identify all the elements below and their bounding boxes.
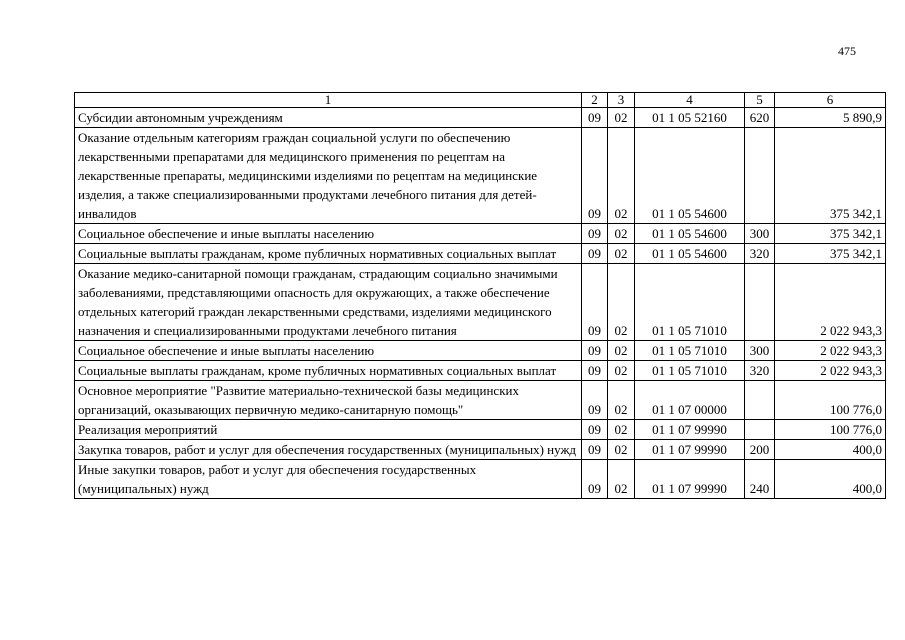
row-section: 09 [582, 264, 608, 341]
table-row [75, 108, 886, 128]
row-name: Иные закупки товаров, работ и услуг для обеспечения государственных (муниципальных) нужд [75, 460, 582, 499]
header-row [75, 93, 886, 108]
header-col-6: 6 [775, 93, 886, 108]
row-name: Оказание отдельным категориям граждан социальной услуги по обеспечению лекарственными препаратами для медицинского применения по рецептам на лекарственные препараты, медицинскими изделиями по рецептам на медицинские изделия, а также специализированными продуктами лечебного питания для детей-инвалидов [75, 128, 582, 224]
row-expense-type: 240 [745, 460, 775, 499]
row-name: Субсидии автономным учреждениям [75, 108, 582, 128]
row-amount: 375 342,1 [775, 128, 886, 224]
row-section: 09 [582, 361, 608, 381]
table-row [75, 420, 886, 440]
row-target-article: 01 1 07 00000 [635, 381, 745, 420]
row-name: Социальное обеспечение и иные выплаты населению [75, 341, 582, 361]
table-row [75, 381, 886, 420]
row-subsection: 02 [608, 108, 635, 128]
row-section: 09 [582, 420, 608, 440]
row-section: 09 [582, 440, 608, 460]
row-target-article: 01 1 07 99990 [635, 420, 745, 440]
row-section: 09 [582, 381, 608, 420]
row-amount: 375 342,1 [775, 224, 886, 244]
header-col-3: 3 [608, 93, 635, 108]
table-row [75, 341, 886, 361]
row-target-article: 01 1 05 54600 [635, 224, 745, 244]
row-amount: 2 022 943,3 [775, 361, 886, 381]
row-amount: 400,0 [775, 460, 886, 499]
row-target-article: 01 1 05 71010 [635, 361, 745, 381]
row-target-article: 01 1 05 54600 [635, 244, 745, 264]
row-expense-type [745, 420, 775, 440]
row-subsection: 02 [608, 128, 635, 224]
row-name: Закупка товаров, работ и услуг для обеспечения государственных (муниципальных) нужд [75, 440, 582, 460]
row-section: 09 [582, 460, 608, 499]
header-col-5: 5 [745, 93, 775, 108]
row-name: Социальные выплаты гражданам, кроме публичных нормативных социальных выплат [75, 361, 582, 381]
row-amount: 5 890,9 [775, 108, 886, 128]
row-subsection: 02 [608, 224, 635, 244]
row-amount: 375 342,1 [775, 244, 886, 264]
row-target-article: 01 1 07 99990 [635, 460, 745, 499]
table-row [75, 244, 886, 264]
row-expense-type [745, 381, 775, 420]
row-subsection: 02 [608, 264, 635, 341]
row-amount: 400,0 [775, 440, 886, 460]
row-expense-type: 200 [745, 440, 775, 460]
table-row [75, 128, 886, 224]
row-expense-type [745, 264, 775, 341]
row-subsection: 02 [608, 460, 635, 499]
row-section: 09 [582, 244, 608, 264]
table-row [75, 224, 886, 244]
row-expense-type: 320 [745, 244, 775, 264]
row-expense-type [745, 128, 775, 224]
row-amount: 100 776,0 [775, 381, 886, 420]
row-subsection: 02 [608, 420, 635, 440]
header-col-4: 4 [635, 93, 745, 108]
row-target-article: 01 1 05 52160 [635, 108, 745, 128]
row-section: 09 [582, 108, 608, 128]
row-name: Социальное обеспечение и иные выплаты населению [75, 224, 582, 244]
row-section: 09 [582, 341, 608, 361]
row-target-article: 01 1 05 54600 [635, 128, 745, 224]
row-expense-type: 300 [745, 341, 775, 361]
row-target-article: 01 1 05 71010 [635, 341, 745, 361]
row-name: Реализация мероприятий [75, 420, 582, 440]
row-expense-type: 320 [745, 361, 775, 381]
row-subsection: 02 [608, 244, 635, 264]
header-col-2: 2 [582, 93, 608, 108]
row-amount: 100 776,0 [775, 420, 886, 440]
table-row [75, 361, 886, 381]
row-expense-type: 300 [745, 224, 775, 244]
table-row [75, 460, 886, 499]
row-amount: 2 022 943,3 [775, 341, 886, 361]
row-section: 09 [582, 224, 608, 244]
table-row [75, 264, 886, 341]
row-subsection: 02 [608, 440, 635, 460]
row-name: Социальные выплаты гражданам, кроме публичных нормативных социальных выплат [75, 244, 582, 264]
row-expense-type: 620 [745, 108, 775, 128]
row-target-article: 01 1 07 99990 [635, 440, 745, 460]
row-section: 09 [582, 128, 608, 224]
row-amount: 2 022 943,3 [775, 264, 886, 341]
table-row [75, 440, 886, 460]
row-subsection: 02 [608, 361, 635, 381]
budget-table [74, 92, 886, 499]
row-subsection: 02 [608, 341, 635, 361]
row-subsection: 02 [608, 381, 635, 420]
row-name: Основное мероприятие "Развитие материально-технической базы медицинских организаций, оказывающих первичную медико-санитарную помощь" [75, 381, 582, 420]
header-col-1: 1 [75, 93, 582, 108]
row-target-article: 01 1 05 71010 [635, 264, 745, 341]
row-name: Оказание медико-санитарной помощи гражданам, страдающим социально значимыми заболеваниями, представляющими опасность для окружающих, а также обеспечение отдельных категорий граждан лекарственными средствами, изделиями медицинского назначения и специализированными продуктами лечебного питания [75, 264, 582, 341]
page-number: 475 [838, 44, 856, 58]
